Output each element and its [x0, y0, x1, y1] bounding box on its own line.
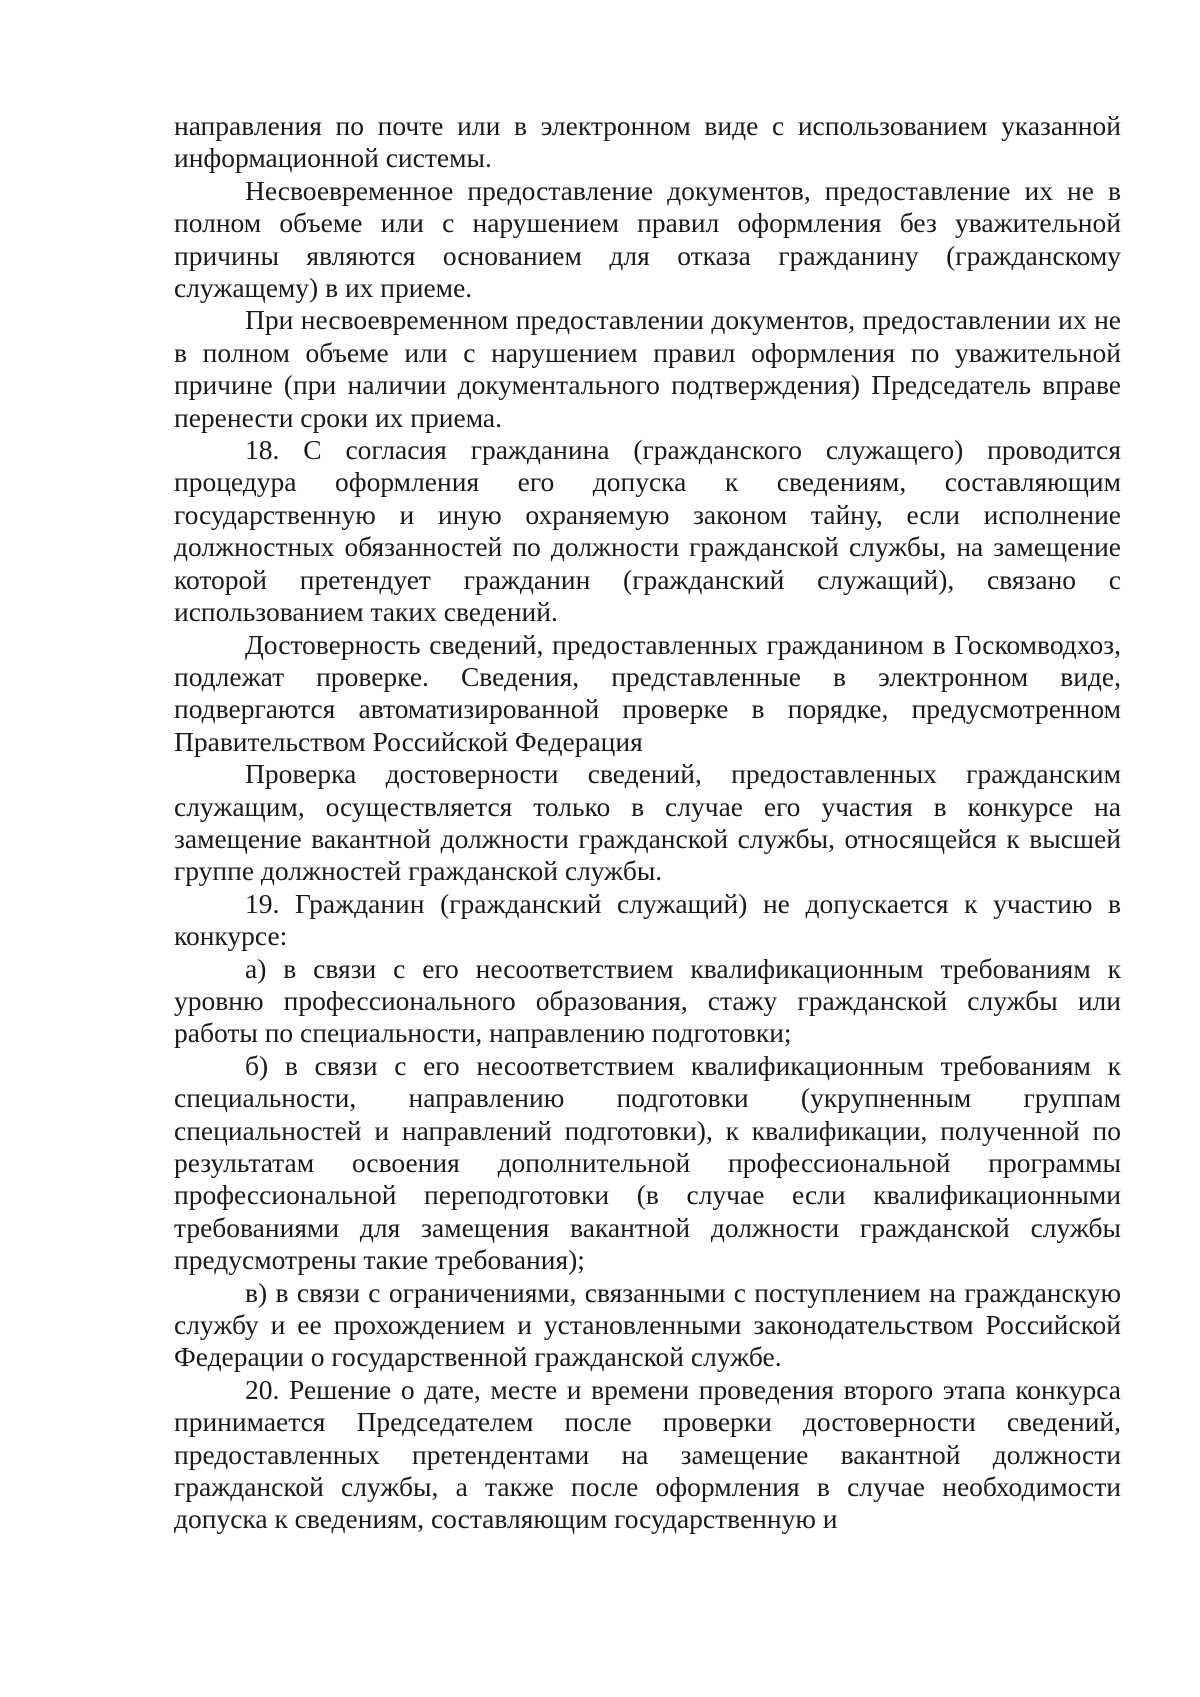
paragraph-untimely-submission: Несвоевременное предоставление документов, предоставление их не в полном объеме или с нарушением правил оформления без уважительной причины являются основанием для отказа гражданину (гражданскому служащему) в их приеме.	[174, 174, 1121, 304]
document-page	[174, 110, 1121, 1536]
paragraph-item-19: 19. Гражданин (гражданский служащий) не допускается к участию в конкурсе:	[174, 887, 1121, 952]
paragraph-verification: Достоверность сведений, предоставленных гражданином в Госкомводхоз, подлежат проверке. Сведения, представленные в электронном виде, подвергаются автоматизированной проверке в порядке, предусмотренном Правительством Российской Федерация	[174, 628, 1121, 757]
paragraph-continuation: направления по почте или в электронном виде с использованием указанной информационной системы.	[174, 110, 1121, 174]
paragraph-item-20: 20. Решение о дате, месте и времени проведения второго этапа конкурса принимается Председателем после проверки достоверности сведений, предоставленных претендентами на замещение вакантной должности гражданской службы, а также после оформления в случае необходимости допуска к сведениям, составляющим государственную и	[174, 1373, 1121, 1535]
paragraph-deadline-postponement: При несвоевременном предоставлении документов, предоставлении их не в полном объеме или с нарушением правил оформления по уважительной причине (при наличии документального подтверждения) Председатель вправе перенести сроки их приема.	[174, 304, 1121, 433]
paragraph-item-18: 18. С согласия гражданина (гражданского служащего) проводится процедура оформления его допуска к сведениям, составляющим государственную и иную охраняемую законом тайну, если исполнение должностных обязанностей по должности гражданской службы, на замещение которой претендует гражданин (гражданский служащий), связано с использованием таких сведений.	[174, 434, 1121, 628]
paragraph-item-19-b: б) в связи с его несоответствием квалификационным требованиям к специальности, направлению подготовки (укрупненным группам специальностей и направлений подготовки), к квалификации, полученной по результатам освоения дополнительной профессиональной программы профессиональной переподготовки (в случае если квалификационными требованиями для замещения вакантной должности гражданской службы предусмотрены такие требования);	[174, 1049, 1121, 1276]
paragraph-item-19-a: а) в связи с его несоответствием квалификационным требованиям к уровню профессионального образования, стажу гражданской службы или работы по специальности, направлению подготовки;	[174, 952, 1121, 1049]
paragraph-verification-civil-servant: Проверка достоверности сведений, предоставленных гражданским служащим, осуществляется только в случае его участия в конкурсе на замещение вакантной должности гражданской службы, относящейся к высшей группе должностей гражданской службы.	[174, 758, 1121, 887]
paragraph-item-19-v: в) в связи с ограничениями, связанными с поступлением на гражданскую службу и ее прохождением и установленными законодательством Российской Федерации о государственной гражданской службе.	[174, 1276, 1121, 1373]
